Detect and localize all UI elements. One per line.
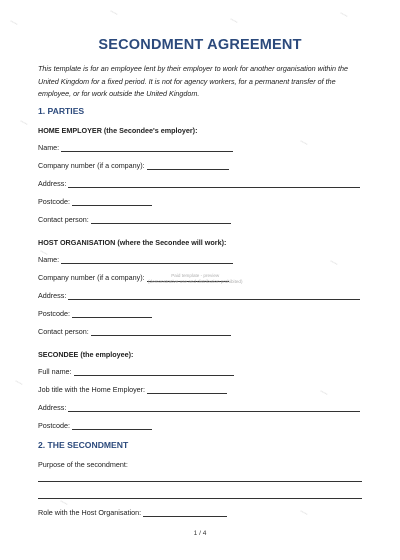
home-company-number-field[interactable] xyxy=(38,161,229,170)
host-address-label: Address: xyxy=(38,291,67,300)
host-contact-line[interactable] xyxy=(91,327,231,336)
secondee-postcode-label: Postcode: xyxy=(38,421,70,430)
home-address-field[interactable] xyxy=(38,179,360,188)
purpose-line-2[interactable] xyxy=(38,498,362,499)
secondee-address-line[interactable] xyxy=(68,403,360,412)
home-name-label: Name: xyxy=(38,143,60,152)
secondee-heading: SECONDEE (the employee): xyxy=(38,350,134,359)
role-label: Role with the Host Organisation: xyxy=(38,508,142,517)
purpose-label: Purpose of the secondment: xyxy=(38,460,128,469)
host-contact-field[interactable] xyxy=(38,327,231,336)
home-postcode-line[interactable] xyxy=(72,197,152,206)
home-contact-label: Contact person: xyxy=(38,215,89,224)
document-title: SECONDMENT AGREEMENT xyxy=(98,37,302,53)
host-postcode-field[interactable] xyxy=(38,309,152,318)
host-postcode-line[interactable] xyxy=(72,309,152,318)
preview-stamp-line1: Paid template - preview xyxy=(171,273,220,278)
page-number: 1 / 4 xyxy=(193,530,207,537)
home-address-label: Address: xyxy=(38,179,67,188)
secondee-job-title-field[interactable] xyxy=(38,385,227,394)
purpose-label-row xyxy=(38,460,128,469)
secondee-full-name-line[interactable] xyxy=(74,367,234,376)
purpose-line-1[interactable] xyxy=(38,481,362,482)
preview-stamp xyxy=(148,273,242,285)
role-line[interactable] xyxy=(143,508,227,517)
host-organisation-heading: HOST ORGANISATION (where the Secondee will work): xyxy=(38,238,227,247)
preview-stamp-line2: (demonstrative use and distribution prohibited) xyxy=(148,279,243,284)
home-name-field[interactable] xyxy=(38,143,233,152)
role-field[interactable] xyxy=(38,508,227,517)
host-name-field[interactable] xyxy=(38,255,233,264)
home-address-line[interactable] xyxy=(68,179,360,188)
home-employer-heading: HOME EMPLOYER (the Secondee's employer): xyxy=(38,126,198,135)
secondee-job-title-label: Job title with the Home Employer: xyxy=(38,385,146,394)
secondee-postcode-field[interactable] xyxy=(38,421,152,430)
section-secondment-heading: 2. THE SECONDMENT xyxy=(38,440,129,450)
secondee-postcode-line[interactable] xyxy=(72,421,152,430)
secondee-address-field[interactable] xyxy=(38,403,360,412)
document-page: ▪▪▪▪▪ ▪▪▪▪▪ ▪▪▪▪▪ ▪▪▪▪▪ ▪▪▪▪▪ ▪▪▪▪▪ ▪▪▪▪▪ ▪▪▪▪▪ ▪▪▪▪▪ ▪▪▪▪▪ ▪▪▪▪▪ ▪▪▪▪▪ SECONDMENT AGREEMENT This template is for an employee lent by their employer to work for another organisation within the United Kingdom for a fixed period. It is not for agency workers, for a permanent transfer of the employee, or for work outside the United Kingdom. 1. PARTIES HOME EMPLOYER (the Secondee's employer): Name: Company number (if a company): Address: Postcode: Contact person: HOST ORGANISATION (where the Secondee will work): Name: Company number (if a company): Paid template - preview (demonstrative use and distribution prohibited) Address: Postcode: Contact person: SECONDEE (the employee): Full name: Job title with the Home Employer: Address: Postcode: 2. THE SECONDMENT Purpose of the secondment: Role with the Host Organisation: 1 / 4 xyxy=(0,0,400,560)
host-postcode-label: Postcode: xyxy=(38,309,70,318)
host-name-label: Name: xyxy=(38,255,60,264)
home-company-number-line[interactable] xyxy=(147,161,229,170)
secondee-job-title-line[interactable] xyxy=(147,385,227,394)
secondee-full-name-label: Full name: xyxy=(38,367,72,376)
home-postcode-label: Postcode: xyxy=(38,197,70,206)
host-contact-label: Contact person: xyxy=(38,327,89,336)
home-company-number-label: Company number (if a company): xyxy=(38,161,145,170)
home-contact-line[interactable] xyxy=(91,215,231,224)
intro-text: This template is for an employee lent by their employer to work for another organisation within the United Kingdom for a fixed period. It is not for agency workers, for a permanent transfer of the employee, or for work outside the United Kingdom. xyxy=(38,64,349,98)
section-parties-heading: 1. PARTIES xyxy=(38,106,85,116)
home-contact-field[interactable] xyxy=(38,215,231,224)
secondee-address-label: Address: xyxy=(38,403,67,412)
host-name-line[interactable] xyxy=(61,255,233,264)
host-address-field[interactable] xyxy=(38,291,360,300)
home-name-line[interactable] xyxy=(61,143,233,152)
home-postcode-field[interactable] xyxy=(38,197,152,206)
host-address-line[interactable] xyxy=(68,291,360,300)
secondee-full-name-field[interactable] xyxy=(38,367,234,376)
host-company-number-label: Company number (if a company): xyxy=(38,273,145,282)
